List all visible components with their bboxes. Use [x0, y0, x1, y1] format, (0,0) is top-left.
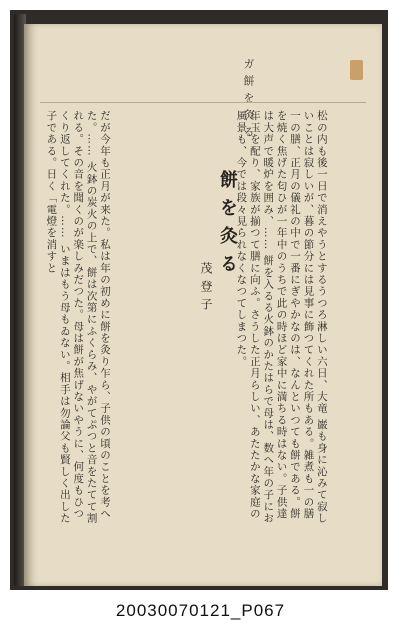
essay-author: 茂登子: [199, 262, 213, 316]
page-tab-marker: [350, 60, 363, 80]
text-column-left: [44, 110, 111, 530]
archive-id-caption: 20030070121_P067: [115, 601, 286, 620]
body-text-left: だが今年も正月が来た。私は年の初めに餅を灸り乍ら、子供の頃のことを考へた。…… 火鉢の炭火の上で、餅は次第にふくらみ、やがてぷつと音をたてて割れる。その音を聞くのが楽しみだつた。母は餅が焦げないやうに、何度もひつくり返してくれた。…… いまはもう母もゐない。相手は勿論父も賢しく出した子である。日く「電燈を消すと: [45, 110, 112, 525]
essay-title: 餅を灸る: [217, 170, 238, 282]
header-divider: [40, 102, 366, 103]
body-text-right: 松の内も後一日で消えやうとするうつろ淋しい六日、大竜 巌も身に沁みて寂しいことは寂しいが、暮の節分には見事に飾つてくれた所もある。雑煮も一の膳一の膳、正月の儀礼の中で一番にぎやかなのは、なんといつても餅である。餅を焼く焦げた匂ひが一年中のうちで此の時ほど家中に満ちる時はない。子供達は大声で暖炉を囲み、…… 餅を入るる火鉢のかたはらで母は、数へ年の子にお年玉を配り、家族が揃つて膳に向ふ。さうした正月らしい、あたたかな家庭の風景も、今では段々見られなくなつてしまつた。: [235, 110, 328, 525]
running-header: ガ餅を灸る: [242, 58, 255, 143]
text-column-right: [234, 110, 328, 530]
